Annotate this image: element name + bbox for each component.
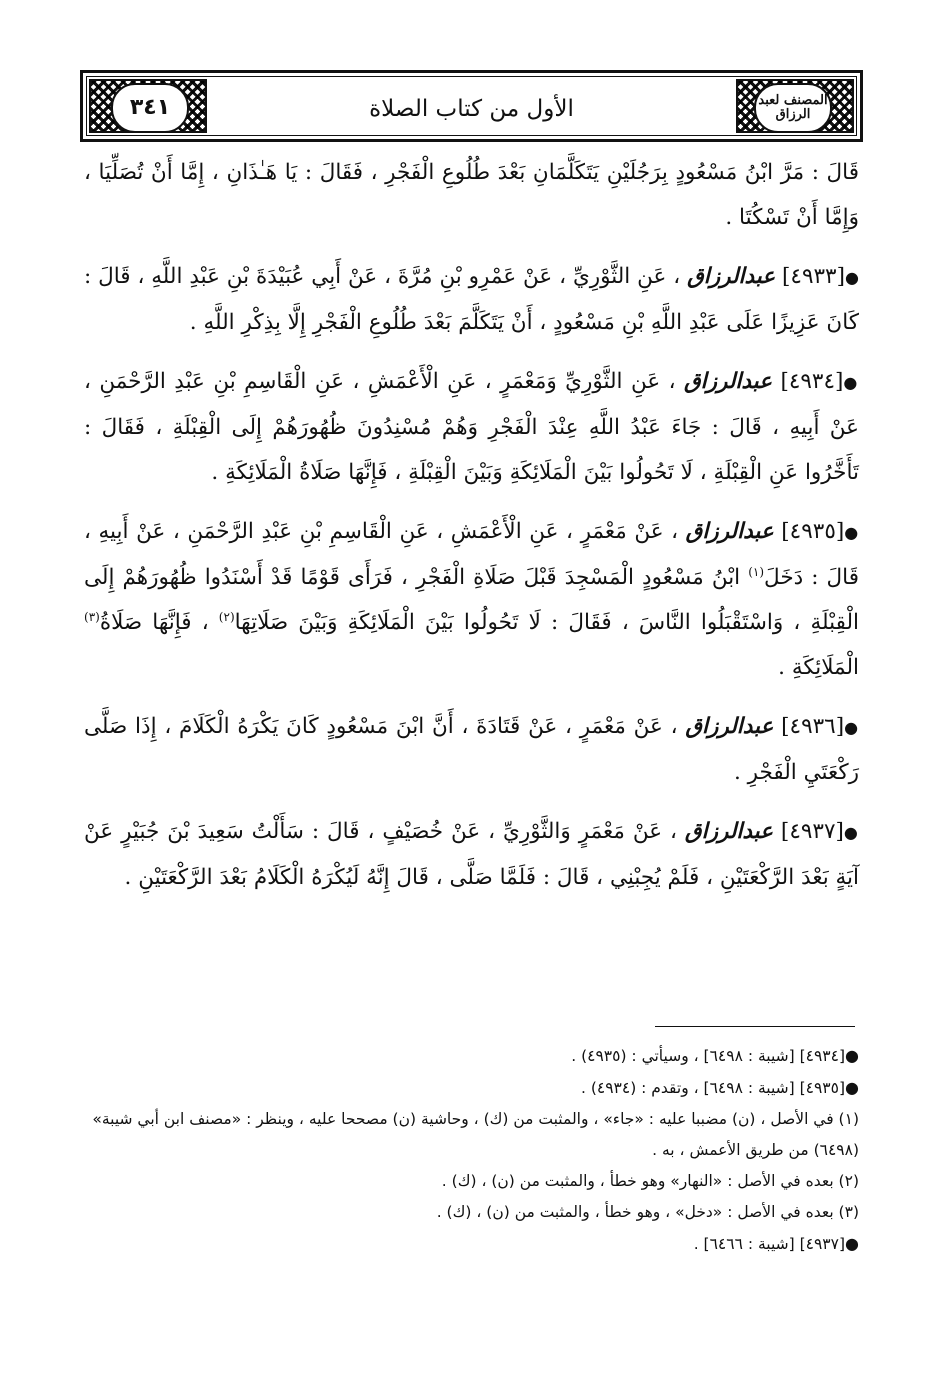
hadith-4933 (84, 254, 859, 345)
footnote-item: (٣) بعده في الأصل : «دخل» ، وهو خطأ ، والمثبت من (ن) ، (ك) . (436, 1203, 859, 1221)
left-ornament (89, 79, 207, 133)
book-emblem: المصنف لعبد الرزاق (754, 83, 832, 133)
footnote-ref[interactable]: (٢) (218, 609, 235, 624)
hadith-number: [٤٩٣٥] (781, 519, 845, 544)
bullet-icon: ● (845, 1078, 859, 1097)
bullet-icon: ● (844, 718, 859, 737)
footnote-item: ●[٤٩٣٤] [شيبة : ٦٤٩٨] ، وسيأتي : (٤٩٣٥) . (571, 1046, 859, 1065)
hadith-number: [٤٩٣٦] (781, 714, 845, 739)
hadith-number: [٤٩٣٣] (782, 264, 845, 289)
footnote-item: (١) في الأصل ، (ن) مضببا عليه : «جاء» ، والمثبت من (ك) ، وحاشية (ن) مصححا عليه ، وينظر : «مصنف ابن أبي شيبة» (٦٤٩٨) من طريق الأعمش ، به . (92, 1110, 859, 1159)
bullet-icon: ● (845, 1234, 859, 1253)
page-header (80, 70, 863, 142)
footnote-item: ●[٤٩٣٧] [شيبة : ٦٤٦٦] . (693, 1234, 859, 1253)
bullet-icon: ● (844, 268, 859, 287)
hadith-text: ، عَنْ مَعْمَرٍ ، عَنِ الْأَعْمَشِ ، عَنِ الْقَاسِمِ بْنِ عَبْدِ الرَّحْمَنِ ، عَنْ أَبِيهِ ، قَالَ : دَخَلَ (84, 519, 859, 590)
page-number: ٣٤١ (111, 83, 189, 133)
author-name: عبدالرزاق (683, 369, 772, 394)
hadith-4936 (84, 704, 859, 795)
right-ornament (736, 79, 854, 133)
paragraph-continuation (84, 150, 859, 240)
bullet-icon: ● (843, 823, 859, 842)
author-name: عبدالرزاق (684, 819, 773, 844)
hadith-4937 (84, 809, 859, 900)
bullet-icon: ● (844, 523, 859, 542)
bullet-icon: ● (845, 1046, 859, 1065)
running-title: الأول من كتاب الصلاة (369, 96, 574, 122)
paragraph-text: قَالَ : مَرَّ ابْنُ مَسْعُودٍ بِرَجُلَيْنِ يَتَكَلَّمَانِ بَعْدَ طُلُوعِ الْفَجْرِ ، فَقَالَ : يَا هَـٰذَانِ ، إِمَّا أَنْ تُصَلِّيَا ، وَإِمَّا أَنْ تَسْكُتَا . (84, 160, 859, 230)
footnote-ref[interactable]: (١) (748, 564, 765, 579)
footnotes (84, 1040, 859, 1260)
hadith-text: ، فَإِنَّهَا صَلَاةُ (99, 610, 209, 635)
author-name: عبدالرزاق (685, 714, 774, 739)
hadith-text: الْمَلَائِكَةِ . (778, 655, 859, 680)
hadith-4934 (84, 359, 859, 495)
footnote-item: ●[٤٩٣٥] [شيبة : ٦٤٩٨] ، وتقدم : (٤٩٣٤) . (580, 1078, 859, 1097)
footnote-divider (655, 1026, 855, 1027)
hadith-text: ابْنُ مَسْعُودٍ الْمَسْجِدَ قَبْلَ صَلَاةِ الْفَجْرِ ، فَرَأَى قَوْمًا قَدْ أَسْنَدُوا ظُهُورَهُمْ إِلَى الْقِبْلَةِ ، وَاسْتَقْبَلُوا النَّاسَ ، فَقَالَ : لَا تَحُولُوا بَيْنَ الْمَلَائِكَةِ وَبَيْنَ صَلَاتِهَا (84, 565, 859, 635)
author-name: عبدالرزاق (687, 264, 776, 289)
hadith-text: ، عَنْ مَعْمَرٍ وَالثَّوْرِيِّ ، عَنْ خُصَيْفٍ ، قَالَ : سَأَلْتُ سَعِيدَ بْنَ جُبَيْرٍ عَنْ آيَةٍ بَعْدَ الرَّكْعَتَيْنِ ، فَلَمْ يُجِبْنِي ، قَالَ : فَلَمَّا صَلَّى ، قَالَ إِنَّهُ لَيُكْرَهُ الْكَلَامُ بَعْدَ الرَّكْعَتَيْنِ . (84, 819, 859, 890)
hadith-text: ، عَنْ مَعْمَرٍ ، عَنْ قَتَادَةَ ، أَنَّ ابْنَ مَسْعُودٍ كَانَ يَكْرَهُ الْكَلَامَ ، إِذَا صَلَّى رَكْعَتَيِ الْفَجْرِ . (84, 714, 859, 785)
bullet-icon: ● (843, 373, 859, 392)
footnote-ref[interactable]: (٣) (84, 609, 100, 624)
footnote-item: (٢) بعده في الأصل : «النهار» وهو خطأ ، والمثبت من (ن) ، (ك) . (441, 1172, 859, 1190)
hadith-number: [٤٩٣٤] (780, 369, 844, 394)
hadith-4935 (84, 509, 859, 690)
hadith-text: ، عَنِ الثَّوْرِيِّ ، عَنْ عَمْرِو بْنِ مُرَّةَ ، عَنْ أَبِي عُبَيْدَةَ بْنِ عَبْدِ اللَّهِ ، قَالَ : كَانَ عَزِيزًا عَلَى عَبْدِ اللَّهِ بْنِ مَسْعُودٍ ، أَنْ يَتَكَلَّمَ بَعْدَ طُلُوعِ الْفَجْرِ إِلَّا بِذِكْرِ اللَّهِ . (84, 264, 859, 335)
hadith-text: ، عَنِ الثَّوْرِيِّ وَمَعْمَرٍ ، عَنِ الْأَعْمَشِ ، عَنِ الْقَاسِمِ بْنِ عَبْدِ الرَّحْمَنِ ، عَنْ أَبِيهِ ، قَالَ : جَاءَ عَبْدُ اللَّهِ عِنْدَ الْفَجْرِ وَهُمْ مُسْنِدُونَ ظُهُورَهُمْ إِلَى الْقِبْلَةِ ، فَقَالَ : تَأَخَّرُوا عَنِ الْقِبْلَةِ ، لَا تَحُولُوا بَيْنَ الْمَلَائِكَةِ وَبَيْنَ الْقِبْلَةِ ، فَإِنَّهَا صَلَاةُ الْمَلَائِكَةِ . (84, 369, 859, 485)
main-text (84, 150, 859, 914)
hadith-number: [٤٩٣٧] (780, 819, 844, 844)
author-name: عبدالرزاق (685, 519, 774, 544)
